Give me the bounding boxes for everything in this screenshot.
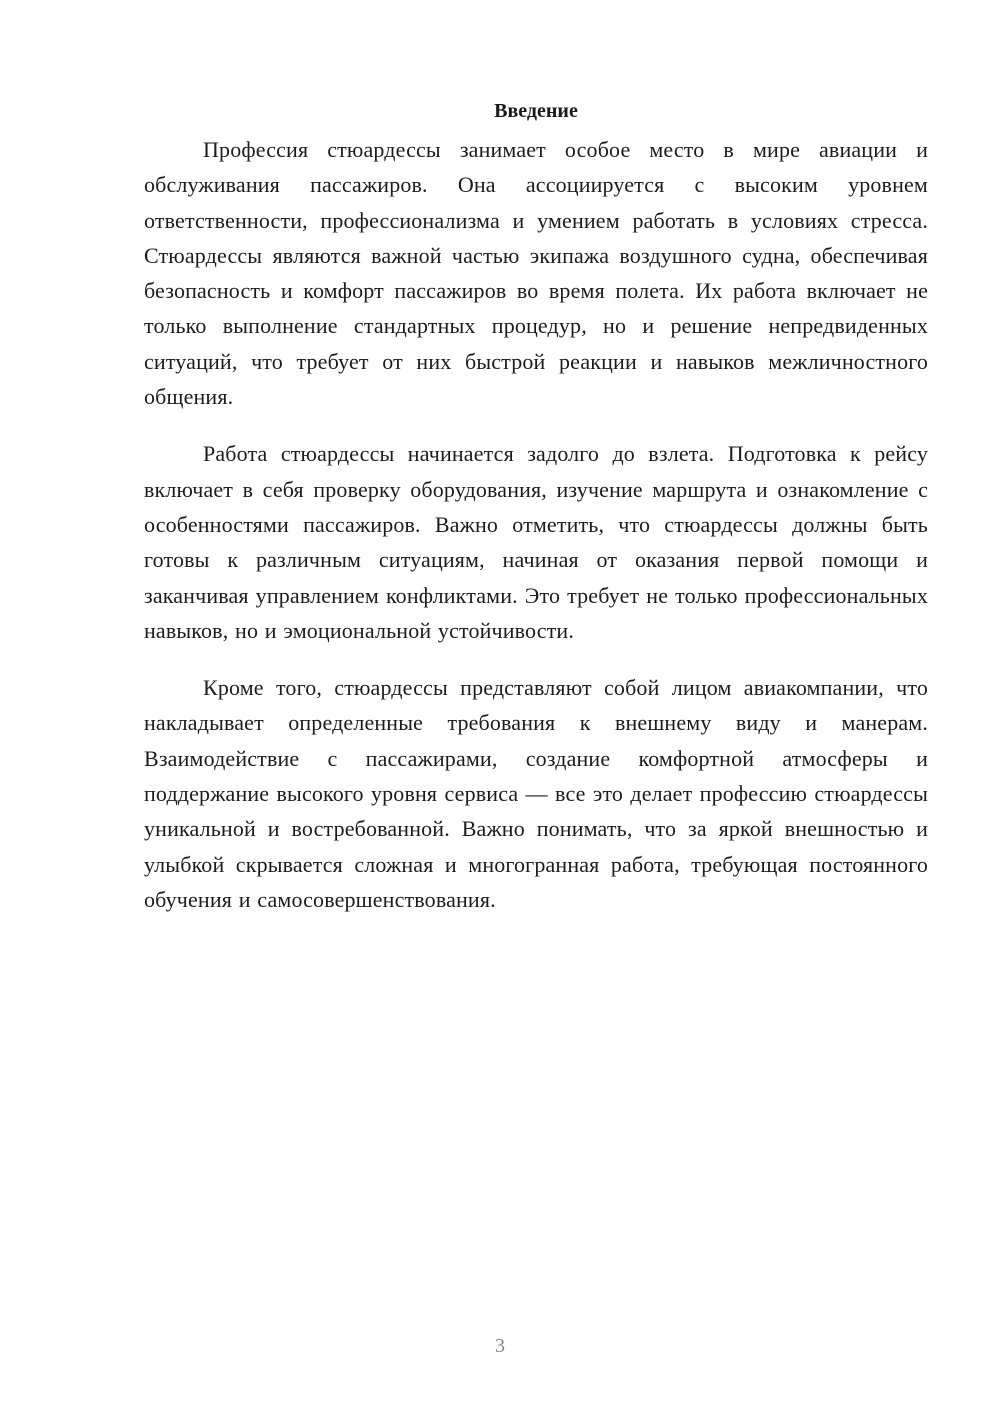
page-number: 3 [495, 1335, 505, 1357]
paragraph-3: Кроме того, стюардессы представляют собой лицом авиакомпании, что накладывает определенные требования к внешнему виду и манерам. Взаимодействие с пассажирами, создание комфортной атмосферы и поддержание высокого уровня сервиса — все это делает профессию стюардессы уникальной и востребованной. Важно понимать, что за яркой внешностью и улыбкой скрывается сложная и многогранная работа, требующая постоянного обучения и самосовершенствования. [144, 675, 928, 912]
paragraph-2: Работа стюардессы начинается задолго до взлета. Подготовка к рейсу включает в себя проверку оборудования, изучение маршрута и ознакомление с особенностями пассажиров. Важно отметить, что стюардессы должны быть готовы к различным ситуациям, начиная от оказания первой помощи и заканчивая управлением конфликтами. Это требует не только профессиональных навыков, но и эмоциональной устойчивости. [144, 441, 928, 643]
paragraph-1: Профессия стюардессы занимает особое место в мире авиации и обслуживания пассажиров. Она ассоциируется с высоким уровнем ответственности, профессионализма и умением работать в условиях стресса. Стюардессы являются важной частью экипажа воздушного судна, обеспечивая безопасность и комфорт пассажиров во время полета. Их работа включает не только выполнение стандартных процедур, но и решение непредвиденных ситуаций, что требует от них быстрой реакции и навыков межличностного общения. [144, 137, 928, 410]
section-heading: Введение [494, 100, 578, 122]
page-content [144, 96, 928, 939]
